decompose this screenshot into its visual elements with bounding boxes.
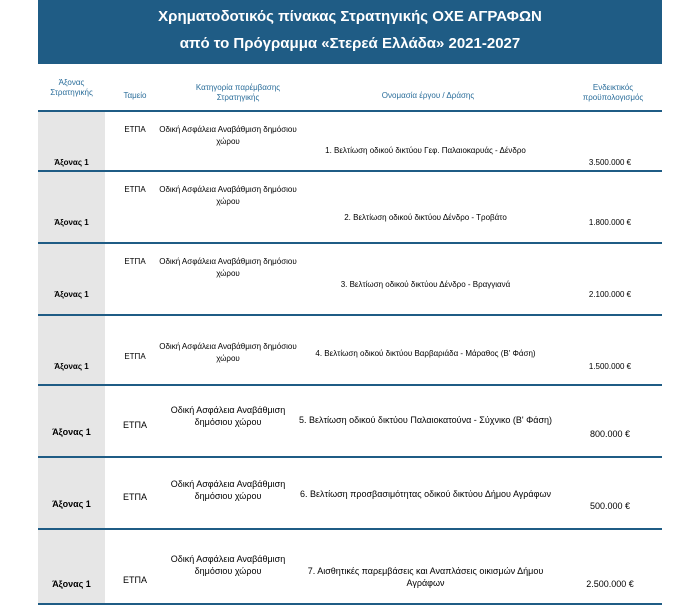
document-subtitle: από το Πρόγραμμα «Στερεά Ελλάδα» 2021-2027 [179, 35, 521, 52]
row-divider [38, 603, 662, 605]
table-row [38, 316, 662, 386]
category-cell: Οδική Ασφάλεια Αναβάθμιση δημόσιου χώρου [159, 185, 297, 206]
category-cell: Οδική Ασφάλεια Αναβάθμιση δημόσιου χώρου [170, 405, 286, 427]
project-cell: 6. Βελτίωση προσβασιμότητας οδικού δικτύου Δήμου Αγράφων [300, 489, 551, 499]
axis-cell: Άξονας 1 [54, 158, 89, 167]
header-project: Ονομασία έργου / Δράσης [381, 91, 475, 100]
fund-cell: ΕΤΠΑ [124, 185, 146, 194]
category-cell: Οδική Ασφάλεια Αναβάθμιση δημόσιου χώρου [159, 125, 297, 146]
project-cell: 4. Βελτίωση οδικού δικτύου Βαρβαριάδα - Μάραθος (Β' Φάση) [315, 349, 536, 358]
table-row [38, 530, 662, 605]
axis-cell-background [38, 172, 105, 244]
table-row [38, 458, 662, 530]
table-row [38, 172, 662, 244]
axis-cell-background [38, 530, 105, 605]
axis-cell: Άξονας 1 [54, 362, 89, 371]
table-row [38, 244, 662, 316]
project-cell: 5. Βελτίωση οδικού δικτύου Παλαιοκατούνα - Σύχνικο (Β' Φάση) [298, 415, 553, 425]
axis-cell: Άξονας 1 [52, 427, 91, 437]
project-cell: 7. Αισθητικές παρεμβάσεις και Αναπλάσεις οικισμών Δήμου Αγράφων [307, 566, 544, 588]
budget-cell: 800.000 € [589, 429, 631, 439]
header-axis: Άξονας Στρατηγικής [50, 78, 93, 97]
title-banner [38, 0, 662, 64]
project-cell: 3. Βελτίωση οδικού δικτύου Δένδρο - Βραγγιανά [340, 280, 511, 289]
axis-cell-background [38, 386, 105, 458]
axis-cell-background [38, 458, 105, 530]
fund-cell: ΕΤΠΑ [124, 125, 146, 134]
budget-cell: 2.500.000 € [586, 579, 634, 589]
fund-cell: ΕΤΠΑ [124, 352, 146, 361]
table-row [38, 112, 662, 172]
category-cell: Οδική Ασφάλεια Αναβάθμιση δημόσιου χώρου [159, 257, 297, 278]
category-cell: Οδική Ασφάλεια Αναβάθμιση δημόσιου χώρου [159, 342, 297, 363]
project-cell: 1. Βελτίωση οδικού δικτύου Γεφ. Παλαιοκαρυάς - Δένδρο [325, 146, 526, 155]
header-fund: Ταμείο [123, 91, 147, 100]
category-cell: Οδική Ασφάλεια Αναβάθμιση δημόσιου χώρου [170, 479, 286, 501]
document-page [38, 0, 662, 612]
fund-cell: ΕΤΠΑ [124, 257, 146, 266]
header-budget: Ενδεικτικός προϋπολογισμός [582, 83, 644, 102]
fund-cell: ΕΤΠΑ [122, 575, 147, 585]
budget-cell: 3.500.000 € [588, 158, 632, 167]
axis-cell: Άξονας 1 [52, 579, 91, 589]
axis-cell: Άξονας 1 [54, 218, 89, 227]
budget-cell: 2.100.000 € [588, 290, 632, 299]
budget-cell: 500.000 € [589, 501, 631, 511]
budget-cell: 1.800.000 € [588, 218, 632, 227]
fund-cell: ΕΤΠΑ [122, 492, 147, 502]
table-row [38, 386, 662, 458]
fund-cell: ΕΤΠΑ [122, 420, 147, 430]
document-title: Χρηματοδοτικός πίνακας Στρατηγικής ΟΧΕ ΑΓΡΑΦΩΝ [158, 8, 542, 25]
axis-cell-background [38, 316, 105, 386]
axis-cell: Άξονας 1 [52, 499, 91, 509]
axis-cell-background [38, 244, 105, 316]
axis-cell: Άξονας 1 [54, 290, 89, 299]
category-cell: Οδική Ασφάλεια Αναβάθμιση δημόσιου χώρου [170, 554, 286, 576]
project-cell: 2. Βελτίωση οδικού δικτύου Δένδρο - Τροβάτο [344, 213, 507, 222]
budget-cell: 1.500.000 € [588, 362, 632, 371]
header-category: Κατηγορία παρέμβασης Στρατηγικής [195, 83, 281, 102]
